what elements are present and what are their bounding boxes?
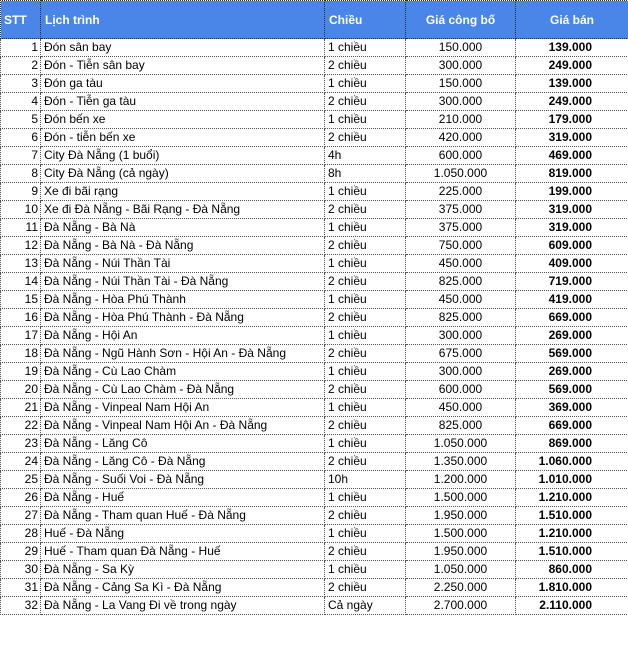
- cell-route: Đà Nẵng - Núi Thần Tài - Đà Nẵng: [41, 273, 325, 291]
- cell-direction: 1 chiều: [325, 255, 406, 273]
- cell-sale-price: 409.000: [516, 255, 628, 273]
- cell-route: City Đà Nẵng (cả ngày): [41, 165, 325, 183]
- cell-list-price: 150.000: [406, 39, 516, 57]
- cell-list-price: 1.500.000: [406, 489, 516, 507]
- cell-route: Đón - Tiễn ga tàu: [41, 93, 325, 111]
- cell-sale-price: 2.110.000: [516, 597, 628, 615]
- cell-route: Đà Nẵng - La Vang Đi về trong ngày: [41, 597, 325, 615]
- table-row: [1, 597, 628, 615]
- cell-sale-price: 269.000: [516, 363, 628, 381]
- cell-list-price: 1.950.000: [406, 507, 516, 525]
- cell-route: City Đà Nẵng (1 buổi): [41, 147, 325, 165]
- cell-route: Xe đi bãi rạng: [41, 183, 325, 201]
- cell-direction: 2 chiều: [325, 543, 406, 561]
- table-row: [1, 201, 628, 219]
- cell-sale-price: 319.000: [516, 219, 628, 237]
- cell-direction: 8h: [325, 165, 406, 183]
- cell-route: Đà Nẵng - Hòa Phú Thành - Đà Nẵng: [41, 309, 325, 327]
- cell-stt: 30: [1, 561, 41, 579]
- cell-list-price: 210.000: [406, 111, 516, 129]
- cell-stt: 21: [1, 399, 41, 417]
- table-row: [1, 345, 628, 363]
- cell-list-price: 1.050.000: [406, 165, 516, 183]
- cell-stt: 24: [1, 453, 41, 471]
- cell-sale-price: 569.000: [516, 381, 628, 399]
- cell-direction: 1 chiều: [325, 363, 406, 381]
- cell-direction: 1 chiều: [325, 525, 406, 543]
- cell-direction: 1 chiều: [325, 561, 406, 579]
- cell-stt: 20: [1, 381, 41, 399]
- cell-stt: 14: [1, 273, 41, 291]
- cell-route: Đón sân bay: [41, 39, 325, 57]
- cell-sale-price: 139.000: [516, 39, 628, 57]
- cell-direction: 4h: [325, 147, 406, 165]
- cell-direction: 2 chiều: [325, 201, 406, 219]
- cell-stt: 5: [1, 111, 41, 129]
- table-row: [1, 561, 628, 579]
- table-row: [1, 525, 628, 543]
- cell-list-price: 375.000: [406, 201, 516, 219]
- cell-stt: 19: [1, 363, 41, 381]
- cell-list-price: 600.000: [406, 147, 516, 165]
- table-row: [1, 57, 628, 75]
- cell-route: Đà Nẵng - Núi Thần Tài: [41, 255, 325, 273]
- cell-list-price: 1.050.000: [406, 561, 516, 579]
- cell-direction: 2 chiều: [325, 381, 406, 399]
- cell-list-price: 825.000: [406, 417, 516, 435]
- cell-direction: 1 chiều: [325, 489, 406, 507]
- cell-route: Đà Nẵng - Sa Kỳ: [41, 561, 325, 579]
- header-direction: Chiều: [325, 1, 406, 39]
- header-stt: STT: [1, 1, 41, 39]
- cell-stt: 6: [1, 129, 41, 147]
- cell-sale-price: 419.000: [516, 291, 628, 309]
- cell-stt: 22: [1, 417, 41, 435]
- cell-stt: 27: [1, 507, 41, 525]
- cell-direction: 2 chiều: [325, 57, 406, 75]
- cell-sale-price: 669.000: [516, 417, 628, 435]
- table-row: [1, 75, 628, 93]
- cell-sale-price: 719.000: [516, 273, 628, 291]
- cell-sale-price: 1.210.000: [516, 489, 628, 507]
- cell-route: Huế - Đà Nẵng: [41, 525, 325, 543]
- cell-list-price: 450.000: [406, 399, 516, 417]
- cell-stt: 7: [1, 147, 41, 165]
- cell-list-price: 300.000: [406, 93, 516, 111]
- table-row: [1, 471, 628, 489]
- cell-stt: 17: [1, 327, 41, 345]
- cell-list-price: 825.000: [406, 273, 516, 291]
- cell-stt: 31: [1, 579, 41, 597]
- cell-direction: Cả ngày: [325, 597, 406, 615]
- cell-route: Đà Nẵng - Huế: [41, 489, 325, 507]
- cell-stt: 13: [1, 255, 41, 273]
- cell-list-price: 1.350.000: [406, 453, 516, 471]
- cell-list-price: 225.000: [406, 183, 516, 201]
- cell-sale-price: 469.000: [516, 147, 628, 165]
- table-row: [1, 39, 628, 57]
- cell-direction: 1 chiều: [325, 435, 406, 453]
- cell-route: Đón - Tiễn sân bay: [41, 57, 325, 75]
- cell-route: Đón bến xe: [41, 111, 325, 129]
- cell-route: Đà Nẵng - Vinpeal Nam Hội An - Đà Nẵng: [41, 417, 325, 435]
- cell-list-price: 750.000: [406, 237, 516, 255]
- cell-sale-price: 319.000: [516, 201, 628, 219]
- cell-route: Đà Nẵng - Cù Lao Chàm - Đà Nẵng: [41, 381, 325, 399]
- cell-stt: 2: [1, 57, 41, 75]
- table-row: [1, 489, 628, 507]
- cell-direction: 1 chiều: [325, 183, 406, 201]
- header-sale-price: Giá bán: [516, 1, 628, 39]
- cell-list-price: 2.700.000: [406, 597, 516, 615]
- cell-sale-price: 369.000: [516, 399, 628, 417]
- table-row: [1, 381, 628, 399]
- table-row: [1, 111, 628, 129]
- cell-list-price: 675.000: [406, 345, 516, 363]
- table-row: [1, 399, 628, 417]
- cell-list-price: 450.000: [406, 255, 516, 273]
- cell-route: Đón - tiễn bến xe: [41, 129, 325, 147]
- table-row: [1, 273, 628, 291]
- cell-route: Đà Nẵng - Bà Nà - Đà Nẵng: [41, 237, 325, 255]
- table-row: [1, 543, 628, 561]
- table-row: [1, 255, 628, 273]
- cell-sale-price: 669.000: [516, 309, 628, 327]
- cell-route: Đà Nẵng - Ngũ Hành Sơn - Hội An - Đà Nẵng: [41, 345, 325, 363]
- cell-list-price: 450.000: [406, 291, 516, 309]
- table-row: [1, 183, 628, 201]
- cell-sale-price: 1.060.000: [516, 453, 628, 471]
- cell-stt: 4: [1, 93, 41, 111]
- cell-route: Đà Nẵng - Hội An: [41, 327, 325, 345]
- cell-stt: 29: [1, 543, 41, 561]
- cell-route: Đà Nẵng - Suối Voi - Đà Nẵng: [41, 471, 325, 489]
- cell-stt: 23: [1, 435, 41, 453]
- cell-list-price: 825.000: [406, 309, 516, 327]
- cell-stt: 25: [1, 471, 41, 489]
- cell-direction: 2 chiều: [325, 237, 406, 255]
- cell-list-price: 1.200.000: [406, 471, 516, 489]
- cell-sale-price: 319.000: [516, 129, 628, 147]
- cell-direction: 10h: [325, 471, 406, 489]
- cell-sale-price: 269.000: [516, 327, 628, 345]
- cell-direction: 1 chiều: [325, 291, 406, 309]
- cell-direction: 2 chiều: [325, 273, 406, 291]
- cell-route: Đà Nẵng - Cù Lao Chàm: [41, 363, 325, 381]
- cell-direction: 2 chiều: [325, 417, 406, 435]
- cell-stt: 10: [1, 201, 41, 219]
- header-list-price: Giá công bố: [406, 1, 516, 39]
- cell-direction: 2 chiều: [325, 579, 406, 597]
- cell-sale-price: 249.000: [516, 57, 628, 75]
- cell-direction: 2 chiều: [325, 453, 406, 471]
- cell-sale-price: 1.510.000: [516, 507, 628, 525]
- table-header: [1, 1, 628, 39]
- cell-list-price: 375.000: [406, 219, 516, 237]
- cell-stt: 9: [1, 183, 41, 201]
- cell-list-price: 1.950.000: [406, 543, 516, 561]
- cell-list-price: 420.000: [406, 129, 516, 147]
- cell-sale-price: 1.010.000: [516, 471, 628, 489]
- cell-direction: 2 chiều: [325, 129, 406, 147]
- cell-direction: 2 chiều: [325, 309, 406, 327]
- cell-direction: 1 chiều: [325, 327, 406, 345]
- cell-sale-price: 569.000: [516, 345, 628, 363]
- cell-route: Đà Nẵng - Hòa Phú Thành: [41, 291, 325, 309]
- cell-list-price: 150.000: [406, 75, 516, 93]
- cell-sale-price: 1.810.000: [516, 579, 628, 597]
- cell-stt: 32: [1, 597, 41, 615]
- cell-sale-price: 179.000: [516, 111, 628, 129]
- cell-sale-price: 249.000: [516, 93, 628, 111]
- cell-list-price: 300.000: [406, 363, 516, 381]
- cell-route: Đà Nẵng - Bà Nà: [41, 219, 325, 237]
- cell-sale-price: 609.000: [516, 237, 628, 255]
- table-row: [1, 237, 628, 255]
- cell-route: Đà Nẵng - Lăng Cô: [41, 435, 325, 453]
- cell-stt: 16: [1, 309, 41, 327]
- cell-direction: 1 chiều: [325, 219, 406, 237]
- cell-sale-price: 199.000: [516, 183, 628, 201]
- cell-route: Đón ga tàu: [41, 75, 325, 93]
- table-row: [1, 507, 628, 525]
- table-row: [1, 435, 628, 453]
- cell-direction: 2 chiều: [325, 93, 406, 111]
- cell-stt: 1: [1, 39, 41, 57]
- table-row: [1, 219, 628, 237]
- table-body: [1, 39, 628, 615]
- cell-stt: 28: [1, 525, 41, 543]
- cell-stt: 3: [1, 75, 41, 93]
- table-row: [1, 147, 628, 165]
- cell-stt: 26: [1, 489, 41, 507]
- table-row: [1, 291, 628, 309]
- cell-route: Đà Nẵng - Tham quan Huế - Đà Nẵng: [41, 507, 325, 525]
- cell-stt: 12: [1, 237, 41, 255]
- table-row: [1, 453, 628, 471]
- cell-sale-price: 1.510.000: [516, 543, 628, 561]
- table-row: [1, 165, 628, 183]
- table-row: [1, 417, 628, 435]
- cell-list-price: 600.000: [406, 381, 516, 399]
- cell-stt: 15: [1, 291, 41, 309]
- cell-direction: 1 chiều: [325, 75, 406, 93]
- table-row: [1, 309, 628, 327]
- cell-direction: 1 chiều: [325, 111, 406, 129]
- cell-list-price: 1.500.000: [406, 525, 516, 543]
- cell-list-price: 2.250.000: [406, 579, 516, 597]
- table-row: [1, 363, 628, 381]
- cell-stt: 18: [1, 345, 41, 363]
- cell-sale-price: 139.000: [516, 75, 628, 93]
- cell-sale-price: 869.000: [516, 435, 628, 453]
- header-row: [1, 1, 628, 39]
- cell-route: Đà Nẵng - Lăng Cô - Đà Nẵng: [41, 453, 325, 471]
- cell-route: Huế - Tham quan Đà Nẵng - Huế: [41, 543, 325, 561]
- cell-route: Xe đi Đà Nẵng - Bãi Rạng - Đà Nẵng: [41, 201, 325, 219]
- cell-route: Đà Nẵng - Cảng Sa Kì - Đà Nẵng: [41, 579, 325, 597]
- cell-direction: 2 chiều: [325, 345, 406, 363]
- cell-sale-price: 860.000: [516, 561, 628, 579]
- table-row: [1, 93, 628, 111]
- cell-list-price: 300.000: [406, 57, 516, 75]
- cell-stt: 11: [1, 219, 41, 237]
- cell-list-price: 300.000: [406, 327, 516, 345]
- table-row: [1, 327, 628, 345]
- cell-direction: 1 chiều: [325, 39, 406, 57]
- cell-direction: 1 chiều: [325, 399, 406, 417]
- table-row: [1, 579, 628, 597]
- cell-route: Đà Nẵng - Vinpeal Nam Hội An: [41, 399, 325, 417]
- cell-direction: 2 chiều: [325, 507, 406, 525]
- cell-sale-price: 1.210.000: [516, 525, 628, 543]
- cell-list-price: 1.050.000: [406, 435, 516, 453]
- cell-sale-price: 819.000: [516, 165, 628, 183]
- header-route: Lịch trình: [41, 1, 325, 39]
- cell-stt: 8: [1, 165, 41, 183]
- table-row: [1, 129, 628, 147]
